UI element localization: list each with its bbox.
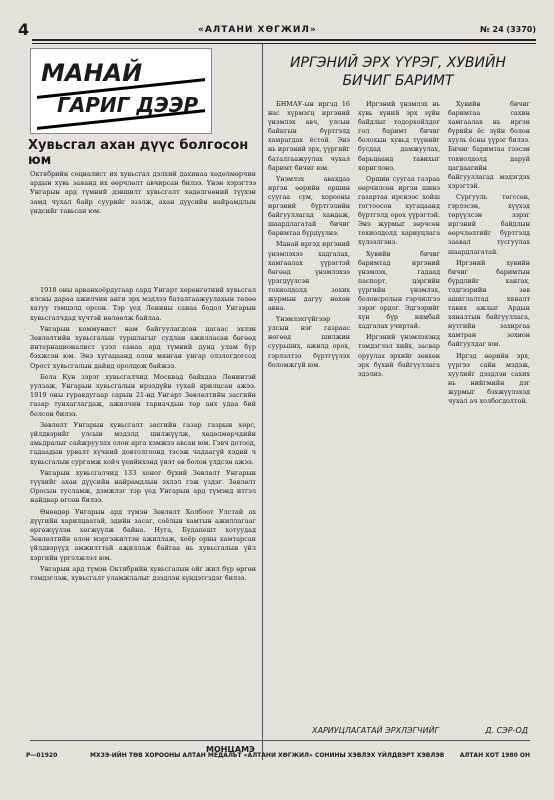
footer-place-year: АЛТАН ХОТ 1980 ОН [459,752,530,759]
right-article-body [268,100,530,720]
right-paragraph: Оршин суугаа газраа өөрчилсөн иргэн шинэ газартаа ирснээс хойш тогтоосон хугацаанд бүртгэлд орох үүрэгтэй. Энэ журмыг зөрчсөн тохиолдолд хариуцлага хүлээлгэнэ. [358,174,440,247]
right-paragraph: Үнэмлэхгүйгээр улсын нэг газраас нөгөөд шилжин суурьших, ажилд орох, гэрлэлтээ бүртгүүлэх боломжгүй юм. [268,315,350,369]
left-paragraph: Өнөөдөр Унгарын ард түмэн Зөвлөлт Холбоот Улстай ах дүүгийн харилцаатай, эдийн засаг, соёлын хамтын ажиллагааг өргөжүүлэн хөгжүүлж байна. Нуга, Будапешт хотуудад Зөвлөлтийн олон мэргэжилтэн ажиллаж, хоёр орны хамтарсан үйлдвэрүүд амжилттай ажиллаж байгаа нь хувьсгалын үйл хэргийн үргэлжлэл юм. [30,507,256,562]
right-column-2 [358,100,440,718]
left-article-body [30,286,256,732]
header-rule [32,39,536,41]
right-paragraph: Сургууль төгссөн, гэрлэсэн, хүүхэд төрүүлсэн зэрэг иргэний байдлын өөрчлөлтийг бүртгэлд заавал тусгуулах шаардлагатай. [448,192,530,256]
editor-role: ХАРИУЦЛАГАТАЙ ЭРХЛЭГЧИЙГ [312,726,440,735]
page-header [18,22,536,40]
right-paragraph: БНМАУ-ын иргэд 16 нас хүрмэгц иргэний үнэмлэх авч, улсын байнгын бүртгэлд хамрагдах ёстой. Энэ нь иргэний эрх, үүргийг баталгаажуулах чухал баримт бичиг юм. [268,100,350,172]
page-number: 4 [18,20,30,39]
editor-name: Д. СЭР-ОД [485,726,528,735]
right-paragraph: Манай иргэд иргэний үнэмлэхээ хадгалах, хамгаалах үүрэгтэй бөгөөд үнэмлэхээ үрэгдүүлсэн тохиолдолд зохих журмын дагуу нөхөн авна. [268,240,350,313]
left-signature: МОНЦАМЭ [206,745,255,754]
left-intro: Октябрийн социалист их хувьсгал дэлхий дахинаа хөдөлмөрчин ардын хувь заяанд их өөрчлөлт авчирсан билээ. Үнэн хэрэгтээ Унгарын ард түмний дэвшилт хувьсгалт хөдөлгөөний түүхэн замд чухал байр суурийг эзэлж, ахан дүүсийн найрамдлын үндсийг тавьсан юм. [30,170,256,215]
footer-code: Р—01920 [26,752,58,759]
section-logo [30,48,212,134]
left-paragraph: Бела Кун зэрэг хувьсгалчид Москвад байхдаа Ленинтэй уулзаж, Унгарын хувьсгалын ирээдүйн тухай ярилцсан ажээ. 1919 оны гуравдугаар сарын 21-нд Унгарт Зөвлөлтийн засгийн газар тунхаглагдаж, ажилчин тариачдын төр анх удаа бий болсон билээ. [30,372,256,418]
issue-number: № 24 (3370) [480,25,536,34]
right-paragraph: Иргэний үнэмлэхэнд тэмдэглэл хийх, засвар оруулах эрхийг зөвхөн эрх бүхий байгууллага эдэлнэ. [358,333,440,378]
right-column-3 [448,100,530,718]
left-paragraph: Унгарын хувьсгалчид 133 хоног бүхий Зөвлөлт Унгарын түүхийг ахан дүүсийн найрамдлын эхлэл гэж үздэг. Зөвлөлт Оросын тусламж, дэмжлэг тэр үед Унгарын ард түмэнд итгэл найдвар өгсөн билээ. [30,468,256,505]
left-paragraph: Унгарын ард түмэн Октябрийн хувьсгалын ойг жил бүр өргөн тэмдэглэж, хувьсгалт уламжлалыг дээдлэн хүндэтгэдэг билээ. [30,564,256,583]
logo-line-2: ГАРИГ ДЭЭР [57,93,199,117]
left-paragraph: Зөвлөлт Унгарын хувьсгалт засгийн газар газрын хөрс, үйлдвэрийг улсын мэдэлд шилжүүлж, хөдөлмөрчдийн амьдралыг сайжруулах олон арга хэмжээ авсан юм. Гэвч дотоод, гадаадын урвалт хүчний довтолгоонд тэсэж чадаагүй хэдий ч хувьсгалын сургамж хойч үеийнхэнд үнэт өв болон үлдсэн ажээ. [30,420,256,466]
left-headline: Хувьсгал ахан дүүс болгосон юм [28,138,249,168]
right-paragraph: Иргэд өөрийн эрх, үүргээ сайн мэдэж, хуулийг дээдлэн сахих нь нийгмийн дэг журмыг бэхжүүлэхэд чухал ач холбогдолтой. [448,351,530,405]
left-paragraph: Унгарын коммунист нам байгуулагдсан цагаас эхлэн Зөвлөлтийн хувьсгалын туршлагыг судлан ажилласан бөгөөд интернационалист үзэл санаа ард түмний дунд улам бүр бэхжсэн юм. Энэ хугацаанд олон мянган унгар олзлогдогсод Орост хувьсгалын дайнд оролцож байжээ. [30,324,256,370]
right-article-title: ИРГЭНИЙ ЭРХ ҮҮРЭГ, ХУВИЙН БИЧИГ БАРИМТ [290,55,506,89]
left-paragraph: 1918 оны арванхоёрдугаар сард Унгарт хөрөнгөтний хувьсгал ялсны дараа ажилчин анги эрх мэдлээ баталгаажуулахын төлөө хатуу тэмцэлд орсон. Тэр үед Ленины санаа бодол Унгарын хувьсгалчдад хүчтэй нөлөөлж байлаа. [30,286,256,322]
logo-line-1: МАНАЙ [41,59,143,87]
right-paragraph: Үнэмлэх авахдаа иргэн өөрийн оршин суугаа сум, хорооны иргэний бүртгэлийн байгууллагад хандаж, шаардлагатай бичиг баримтаа бүрдүүлнэ. [268,174,350,238]
newspaper-name: «АЛТАНИ ХӨГЖИЛ» [198,25,317,35]
footer-printer: МХЗЭ-ИЙН ТӨВ ХОРООНЫ АЛТАН МЕДАЛЬТ «АЛТАНИ ХӨГЖИЛ» СОНИНЫ ХЭВЛЭХ ҮЙЛДВЭРТ ХЭВЛЭВ [90,752,445,759]
right-column-1 [268,100,350,718]
right-paragraph: Иргэний хувийн бичиг баримтын бүрдлийг хангах, тэдгээрийн зөв ашиглалтад хяналт тавих ажлыг Ардын хяналтын байгууллага, нутгийн захиргаа хамтран зохион байгуулдаг юм. [448,258,530,349]
right-paragraph: Иргэний үнэмлэх нь хувь хүний эрх зүйн байдлыг тодорхойлдог гол баримт бичиг болохын хувьд түүнийг бусдад дамжуулах, барьцаанд тавихыг хориглоно. [358,100,440,172]
right-paragraph: Хувийн бичиг баримтад иргэний үнэмлэх, гадаад паспорт, цэргийн үүргийн үнэмлэх, боловсролын гэрчилгээ зэрэг ордог. Эдгээрийг хүн бүр нямбай хадгалах учиртай. [358,249,440,331]
editor-signature [312,726,528,735]
header-rule-thin [32,43,536,44]
column-divider [262,44,263,760]
bottom-rule [30,740,530,741]
right-paragraph: Хувийн бичиг баримтаа сахин хамгаалах нь иргэн бүрийн ёс зүйн болон хууль ёсны үүрэг билээ. Бичиг баримтаа гээсэн тохиолдолд даруй цагдаагийн байгууллагад мэдэгдэх хэрэгтэй. [448,100,530,190]
